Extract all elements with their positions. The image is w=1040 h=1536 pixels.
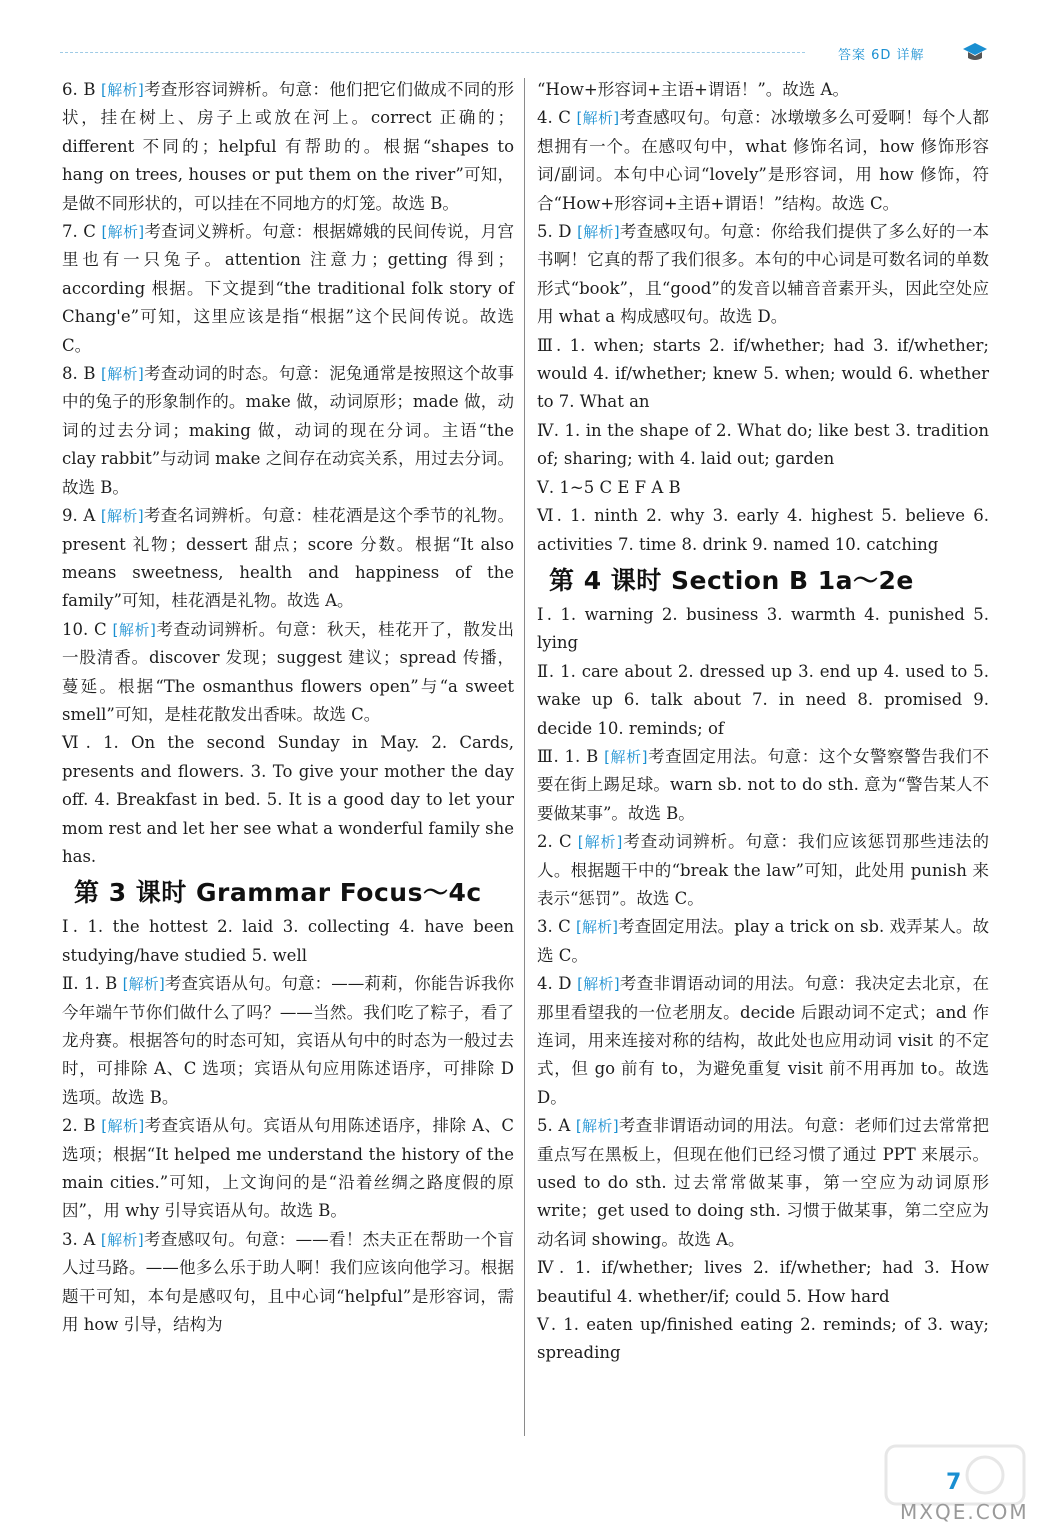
item-text: 1. when; starts 2. if/whether; had 3. if/whether; would 4. if/whether; knew 5. when; would 6. whether to 7. What an — [537, 335, 989, 412]
answer-item — [537, 658, 989, 743]
graduation-cap-icon — [962, 40, 988, 64]
page-number: 7 — [946, 1470, 962, 1495]
analysis-tag: [解析] — [101, 223, 145, 242]
item-number: Ⅱ. 1. B — [62, 974, 118, 994]
item-text: 考查词义辨析。句意：根据嫦娥的民间传说，月宫里也有一只兔子。attention 注意力；getting 得到；according 根据。下文提到“the traditional folk story of Chang'e”可知，这里应该是指“根据”这个民间传说。故选 C。 — [62, 222, 514, 355]
answer-item — [537, 1254, 989, 1311]
answer-item — [62, 1112, 514, 1226]
item-text: 1. ninth 2. why 3. early 4. highest 5. believe 6. activities 7. time 8. drink 9. named 10. catching — [537, 506, 989, 554]
item-number: Ⅲ. 1. B — [537, 746, 599, 766]
item-number: 3. A — [62, 1229, 96, 1249]
item-text: 考查形容词辨析。句意：他们把它们做成不同的形状，挂在树上、房子上或放在河上。correct 正确的；different 不同的；helpful 有帮助的。根据“shapes to hang on trees, houses or put them on the river”可知，是做不同形状的，可以挂在不同地方的灯笼。故选 B。 — [62, 80, 514, 213]
answer-item — [62, 76, 514, 218]
header-label: 答案 6D 详解 — [838, 48, 925, 63]
item-number: 2. C — [537, 832, 572, 852]
item-number: Ⅳ. — [537, 1258, 565, 1278]
item-number: 4. D — [537, 974, 572, 994]
watermark-text: MXQE.COM — [900, 1500, 1029, 1524]
analysis-tag: [解析] — [101, 81, 144, 99]
analysis-tag: [解析] — [604, 747, 648, 766]
analysis-tag: [解析] — [576, 918, 619, 937]
item-number: 7. C — [62, 222, 96, 242]
answer-item — [62, 616, 514, 730]
analysis-tag: [解析] — [101, 365, 144, 384]
item-text: 考查感叹句。句意：——看！杰夫正在帮助一个盲人过马路。——他多么乐于助人啊！我们应该向他学习。根据题干可知，本句是感叹句，且中心词“helpful”是形容词，需用 how 引导，结构为 — [62, 1229, 515, 1335]
item-number: 10. C — [62, 619, 107, 639]
item-text: 考查宾语从句。宾语从句用陈述语序，排除 A、C 选项；根据“It helped me understand the history of the main cities.”可知，上文询问的是“沿着丝绸之路度假的原因”，用 why 引导宾语从句。故选 B。 — [62, 1116, 514, 1221]
answer-item — [537, 417, 989, 474]
item-number: Ⅲ. — [537, 335, 562, 355]
answer-item — [62, 970, 514, 1112]
item-text: 1~5 C E F A B — [559, 477, 681, 497]
item-number: 8. B — [62, 364, 96, 384]
item-text: 考查感叹句。句意：你给我们提供了多么好的一本书啊！它真的帮了我们很多。本句的中心词是可数名词的单数形式“book”，且“good”的发音以辅音音素开头，因此空处应用 what a 构成感叹句。故选 D。 — [537, 222, 990, 327]
answer-item — [62, 360, 514, 502]
analysis-tag: [解析] — [122, 975, 165, 994]
answer-item — [537, 743, 989, 828]
analysis-tag: [解析] — [577, 223, 620, 242]
item-number: Ⅴ. — [537, 477, 555, 497]
item-text: 1. in the shape of 2. What do; like best 3. tradition of; sharing; with 4. laid out; garden — [537, 420, 990, 469]
item-number: Ⅰ. — [537, 604, 552, 624]
answer-item — [537, 218, 989, 332]
item-number: Ⅳ. — [537, 420, 559, 440]
item-text: 考查固定用法。play a trick on sb. 戏弄某人。故选 C。 — [537, 917, 989, 965]
item-text: 考查非谓语动词的用法。句意：老师们过去常常把重点写在黑板上，但现在他们已经习惯了通过 PPT 来展示。used to do sth. 过去常常做某事，第一空应为动词原形 write；get used to doing sth. 习惯于做某事，第二空应为动名词 showing。故选 A。 — [537, 1116, 989, 1249]
item-text: 考查动词的时态。句意：泥兔通常是按照这个故事中的兔子的形象制作的。make 做，动词原形；made 做，动词的过去分词；making 做，动词的现在分词。主语“the clay rabbit”与动词 make 之间存在动宾关系，用过去分词。故选 B。 — [62, 364, 514, 497]
section-title: 第 3 课时 Grammar Focus～4c — [74, 878, 482, 908]
item-number: Ⅱ. — [537, 661, 555, 681]
item-text: 1. if/whether; lives 2. if/whether; had 3. How beautiful 4. whether/if; could 5. How hard — [537, 1258, 989, 1306]
answer-item — [537, 601, 989, 658]
item-text: 考查名词辨析。句意：桂花酒是这个季节的礼物。present 礼物；dessert 甜点；score 分数。根据“It also means sweetness, health and happiness of the family”可知，桂花酒是礼物。故选 A。 — [62, 506, 514, 611]
answer-item — [537, 76, 989, 104]
analysis-tag: [解析] — [577, 975, 620, 994]
item-text: 1. On the second Sunday in May. 2. Cards, presents and flowers. 3. To give your mother the day off. 4. Breakfast in bed. 5. It is a good day to let your mom rest and let her see what a wonderful family she has. — [62, 733, 515, 866]
right-column — [537, 76, 989, 1368]
analysis-tag: [解析] — [112, 620, 156, 639]
column-divider — [524, 78, 525, 1436]
analysis-tag: [解析] — [101, 1117, 145, 1136]
answer-item — [537, 913, 989, 970]
answer-item — [537, 332, 989, 417]
item-number: Ⅵ. — [62, 733, 91, 753]
answer-item — [537, 828, 989, 913]
item-number: 9. A — [62, 506, 96, 526]
item-number: 5. A — [537, 1116, 571, 1136]
answer-item — [537, 1112, 989, 1254]
left-column — [62, 76, 514, 1339]
item-text: 考查非谓语动词的用法。句意：我决定去北京，在那里看望我的一位老朋友。decide 后跟动词不定式；and 作连词，用来连接对称的结构，故此处也应用动词 visit 的不定式，但 go 前有 to，为避免重复 visit 前不用再加 to。故选 D。 — [537, 974, 990, 1107]
item-text: 1. care about 2. dressed up 3. end up 4. used to 5. wake up 6. talk about 7. in need 8. promised 9. decide 10. reminds; of — [537, 661, 989, 738]
header-rule — [60, 52, 805, 53]
answer-item — [62, 218, 514, 360]
answer-item — [537, 474, 989, 502]
item-text: 考查动词辨析。句意：我们应该惩罚那些违法的人。根据题干中的“break the law”可知，此处用 punish 来表示“惩罚”。故选 C。 — [537, 832, 989, 908]
item-text: 1. the hottest 2. laid 3. collecting 4. have been studying/have studied 5. well — [62, 917, 514, 965]
answer-item — [62, 913, 514, 970]
answer-item — [62, 502, 514, 616]
item-text: 考查固定用法。句意：这个女警察警告我们不要在街上踢足球。warn sb. not to do sth. 意为“警告某人不要做某事”。故选 B。 — [537, 746, 990, 823]
item-number: Ⅰ. — [62, 917, 78, 937]
analysis-tag: [解析] — [100, 1230, 144, 1249]
item-text: 考查宾语从句。句意：——莉莉，你能告诉我你今年端午节你们做什么了吗？——当然。我们吃了粽子，看了龙舟赛。根据答句的时态可知，宾语从句中的时态为一般过去时，可排除 A、C 选项；宾语从句应用陈述语序，可排除 D 选项。故选 B。 — [62, 974, 514, 1107]
item-number: Ⅴ. — [537, 1315, 557, 1335]
item-number: Ⅵ. — [537, 506, 562, 526]
item-number: 5. D — [537, 222, 572, 242]
answer-item — [62, 729, 514, 871]
item-text: 考查动词辨析。句意：秋天，桂花开了，散发出一股清香。discover 发现；suggest 建议；spread 传播，蔓延。根据“The osmanthus flowers open”与“a sweet smell”可知，是桂花散发出香味。故选 C。 — [62, 619, 514, 724]
item-text: “How+形容词+主语+谓语！”。故选 A。 — [537, 80, 849, 99]
answer-item — [537, 502, 989, 559]
answer-item — [537, 970, 989, 1112]
item-number: 4. C — [537, 108, 571, 128]
item-number: 2. B — [62, 1116, 96, 1136]
analysis-tag: [解析] — [575, 1117, 619, 1136]
analysis-tag: [解析] — [576, 109, 620, 128]
answer-item — [62, 1226, 514, 1340]
answer-item — [537, 104, 989, 218]
analysis-tag: [解析] — [100, 507, 144, 526]
item-text: 1. warning 2. business 3. warmth 4. punished 5. lying — [537, 604, 990, 653]
item-text: 1. eaten up/finished eating 2. reminds; of 3. way; spreading — [537, 1315, 989, 1363]
section-title: 第 4 课时 Section B 1a～2e — [549, 565, 914, 595]
item-text: 考查感叹句。句意：冰墩墩多么可爱啊！每个人都想拥有一个。在感叹句中，what 修饰名词，how 修饰形容词/副词。本句中心词“lovely”是形容词，用 how 修饰，符合“How+形容词+主语+谓语！”结构。故选 C。 — [537, 108, 989, 213]
item-number: 6. B — [62, 80, 96, 99]
answer-item — [537, 1311, 989, 1368]
analysis-tag: [解析] — [577, 833, 623, 852]
item-number: 3. C — [537, 917, 571, 937]
